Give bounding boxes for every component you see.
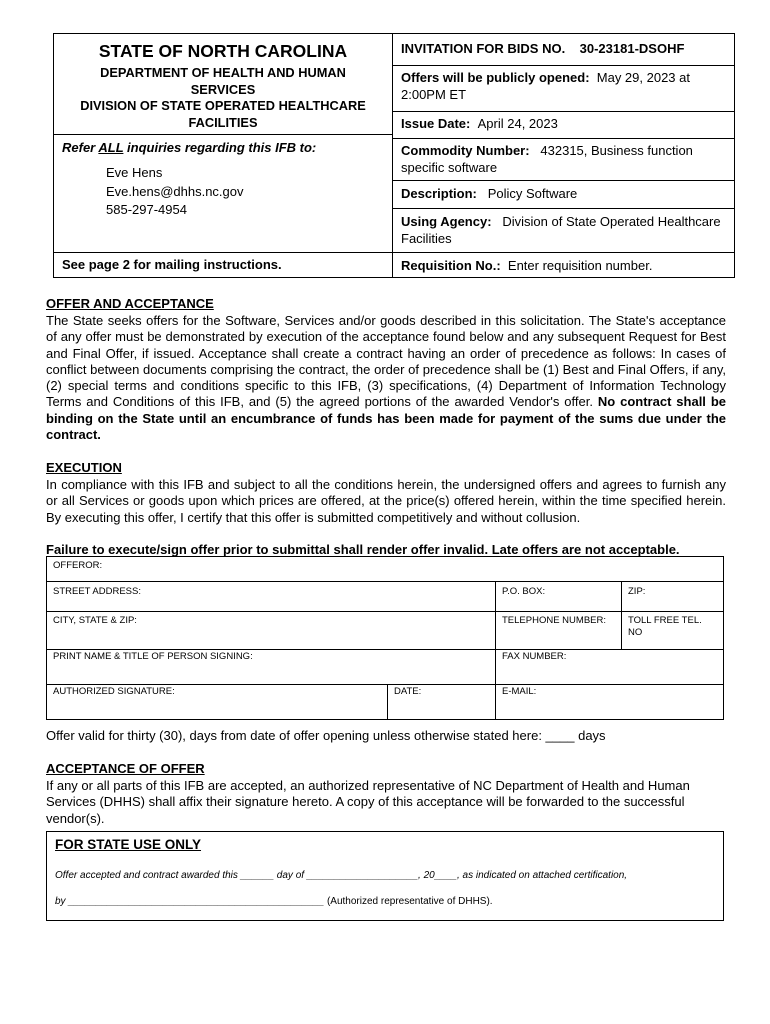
- authorized-signature-field[interactable]: [47, 685, 387, 720]
- using-value: Division of State Operated Healthcare Facilities: [401, 214, 721, 246]
- commodity-row: [393, 139, 734, 181]
- authorized-rep-label: (Authorized representative of DHHS).: [324, 896, 493, 907]
- fax-label: FAX NUMBER:: [502, 651, 567, 662]
- fax-field[interactable]: [496, 650, 723, 684]
- state-use-heading: FOR STATE USE ONLY: [55, 837, 202, 852]
- contact-name: Eve Hens: [106, 165, 163, 180]
- issue-value: April 24, 2023: [477, 116, 558, 131]
- department-name: [54, 65, 392, 131]
- requisition-value[interactable]: Enter requisition number.: [507, 258, 653, 273]
- print-name-field[interactable]: [47, 650, 495, 684]
- offer-acceptance-body: [46, 313, 726, 443]
- ifb-header-table: [53, 33, 735, 278]
- dept-line: DEPARTMENT OF HEALTH AND HUMAN: [100, 65, 346, 80]
- divider: [54, 134, 392, 135]
- contact-email[interactable]: Eve.hens@dhhs.nc.gov: [106, 183, 244, 199]
- print-name-label: PRINT NAME & TITLE OF PERSON SIGNING:: [53, 651, 253, 662]
- offeror-field[interactable]: [47, 557, 723, 581]
- telephone-field[interactable]: [496, 612, 621, 649]
- zip-field[interactable]: [622, 582, 723, 611]
- offer-body-text: The State seeks offers for the Software, Services and/or goods described in this solicitation. The State's acceptance of any offer must be demonstrated by execution of the acceptance found below and any subsequent Request for Best and Final Offer, if issued. Acceptance shall create a contract having an order of precedence as follows: In cases of conflict between documents comprising the contract, the order of precedence shall be (1) Best and Final Offers, if any, (2) special terms and conditions specific to this IFB, (3) specifications, (4) Department of Information Technology Terms and Conditions of this IFB, and (5) the agreed portions of the awarded Vendor's offer.: [46, 313, 726, 410]
- opened-value: May 29, 2023 at 2:00PM ET: [401, 70, 690, 102]
- offeror-label: OFFEROR:: [53, 560, 103, 571]
- refer-suffix: inquiries regarding this IFB to:: [123, 140, 317, 155]
- po-box-label: P.O. BOX:: [502, 586, 546, 597]
- contact-phone: 585-297-4954: [106, 202, 187, 217]
- toll-free-field[interactable]: [622, 612, 712, 649]
- execution-heading: EXECUTION: [46, 460, 122, 475]
- description-label: Description:: [401, 186, 477, 201]
- po-box-field[interactable]: [496, 582, 621, 611]
- signature-label: AUTHORIZED SIGNATURE:: [53, 686, 175, 697]
- commodity-value: 432315, Business function specific software: [401, 143, 693, 175]
- description-row: [393, 181, 734, 209]
- dept-line: FACILITIES: [188, 114, 258, 130]
- execution-body: In compliance with this IFB and subject to all the conditions herein, the undersigned offers and agrees to furnish any or all Services or goods upon which prices are offered, at the price(s) offered herein, within the time specified herein. By executing this offer, I certify that this offer is submitted competitively and without collusion.: [46, 477, 726, 525]
- description-value: Policy Software: [487, 186, 578, 201]
- using-label: Using Agency:: [401, 214, 492, 229]
- requisition-row: [393, 253, 734, 277]
- using-agency-row: [393, 209, 734, 253]
- award-line: Offer accepted and contract awarded this ______ day of ____________________, 20____, as indicated on attached certification,: [55, 870, 628, 881]
- zip-label: ZIP:: [628, 586, 646, 597]
- ifb-number: 30-23181-DSOHF: [579, 41, 685, 56]
- offer-acceptance-heading: OFFER AND ACCEPTANCE: [46, 296, 214, 311]
- toll-free-label: TOLL FREE TEL. NO: [628, 615, 702, 638]
- street-address-field[interactable]: [47, 582, 495, 611]
- opened-label: Offers will be publicly opened:: [401, 70, 590, 85]
- issue-label: Issue Date:: [401, 116, 471, 131]
- ifb-label: INVITATION FOR BIDS NO.: [401, 41, 566, 56]
- state-title: STATE OF NORTH CAROLINA: [98, 41, 348, 61]
- header-right-panel: [393, 34, 734, 277]
- ifb-number-row: [393, 34, 734, 66]
- failure-notice: Failure to execute/sign offer prior to submittal shall render offer invalid. Late offers are not acceptable.: [46, 542, 680, 557]
- issue-date-row: [393, 112, 734, 139]
- street-label: STREET ADDRESS:: [53, 586, 141, 597]
- telephone-label: TELEPHONE NUMBER:: [502, 615, 606, 626]
- city-label: CITY, STATE & ZIP:: [53, 615, 137, 626]
- email-label: E-MAIL:: [502, 686, 537, 697]
- contact-info: [106, 164, 244, 220]
- commodity-label: Commodity Number:: [401, 143, 530, 158]
- authorized-by-blank: by ______________________________________________: [55, 896, 325, 907]
- header-left-panel: [54, 34, 393, 277]
- dept-line: DIVISION OF STATE OPERATED HEALTHCARE: [80, 98, 366, 113]
- authorized-by-line: [55, 896, 493, 907]
- opening-date-row: [393, 66, 734, 112]
- requisition-label: Requisition No.:: [401, 258, 501, 273]
- state-use-only-box: [46, 831, 724, 921]
- dept-line: SERVICES: [190, 81, 256, 97]
- date-field[interactable]: [388, 685, 495, 720]
- acceptance-heading: ACCEPTANCE OF OFFER: [46, 761, 205, 776]
- refer-prefix: Refer: [62, 140, 99, 155]
- divider: [54, 252, 392, 253]
- offeror-form: [46, 556, 724, 720]
- acceptance-body: If any or all parts of this IFB are accepted, an authorized representative of NC Department of Health and Human Services (DHHS) shall affix their signature hereto. A copy of this acceptance will be forwarded to the successful vendor(s).: [46, 778, 690, 826]
- date-label: DATE:: [394, 686, 422, 697]
- offer-body-bold: No contract shall be binding on the State until an encumbrance of funds has been made for payment of the sums due under the contract.: [46, 394, 726, 443]
- refer-all: ALL: [98, 140, 124, 155]
- offer-valid-statement: Offer valid for thirty (30), days from date of offer opening unless otherwise stated here: ____ days: [46, 728, 606, 743]
- email-field[interactable]: [496, 685, 723, 720]
- mailing-instructions: See page 2 for mailing instructions.: [62, 257, 282, 272]
- city-state-zip-field[interactable]: [47, 612, 495, 649]
- refer-inquiries-label: [62, 140, 316, 155]
